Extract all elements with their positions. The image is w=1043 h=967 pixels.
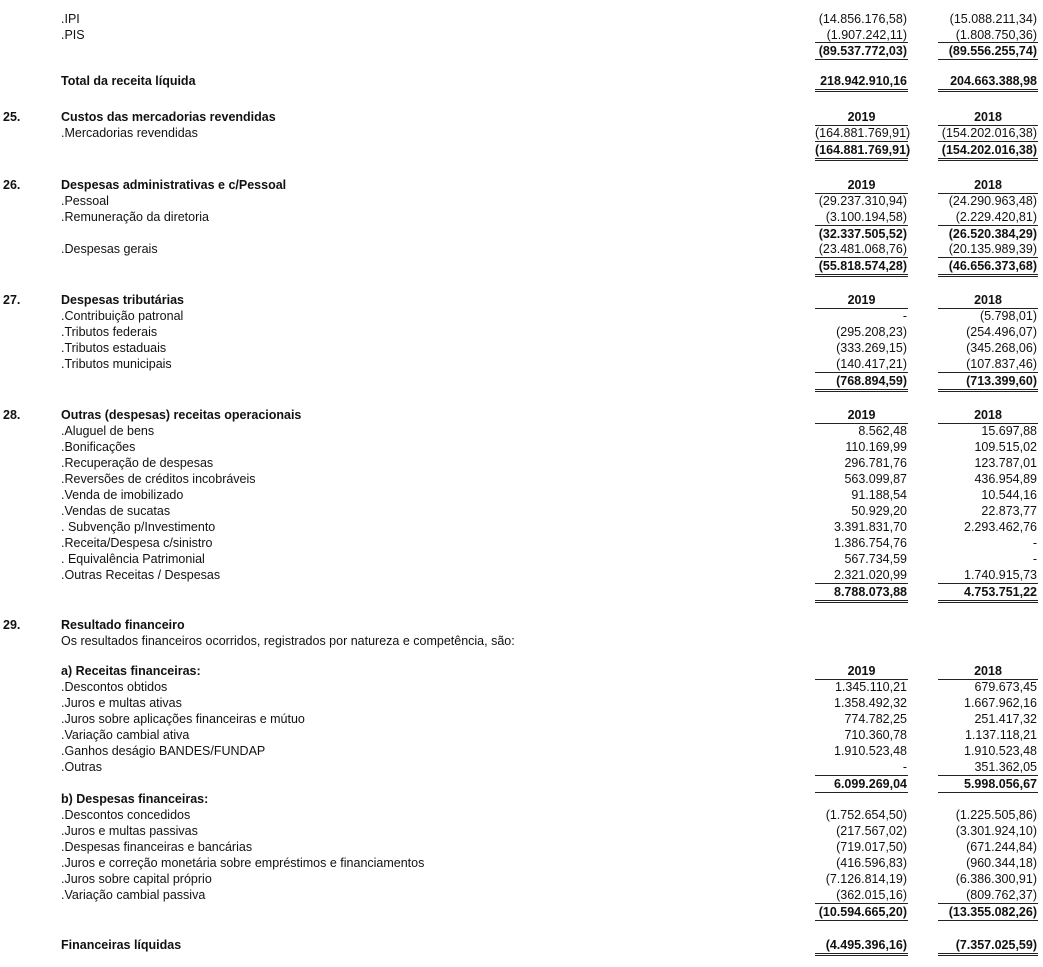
row-subvencao-investimento (0, 519, 1043, 535)
row-ipi (0, 11, 1043, 27)
row-total-receita-liquida (0, 73, 1043, 89)
value-2018: 109.515,02 (974, 440, 1037, 454)
total-2018: 4.753.751,22 (938, 583, 1038, 603)
value-2018: (6.386.300,91) (955, 872, 1037, 886)
row-label: .Aluguel de bens (61, 424, 155, 438)
value-2019: 1.386.754,76 (834, 536, 907, 550)
row-variacao-cambial-passiva (0, 887, 1043, 903)
year-header-2018: 2018 (938, 177, 1038, 194)
row-label: .Despesas financeiras e bancárias (61, 840, 253, 854)
total-2018: 204.663.388,98 (938, 73, 1038, 92)
row-financeiras-liquidas (0, 937, 1043, 953)
year-header-2018: 2018 (938, 407, 1038, 424)
row-label: .Receita/Despesa c/sinistro (61, 536, 213, 550)
total-2019: 218.942.910,16 (815, 73, 908, 92)
subtotal-2018: (26.520.384,29) (938, 225, 1038, 242)
subtotal-2018: (13.355.082,26) (938, 903, 1038, 921)
value-2019: (1.752.654,50) (825, 808, 907, 822)
value-2019: (295.208,23) (836, 325, 907, 339)
row-despesas-gerais (0, 241, 1043, 257)
row-label: . Subvenção p/Investimento (61, 520, 216, 534)
value-2018: 15.697,88 (981, 424, 1037, 438)
value-2019: 296.781,76 (844, 456, 907, 470)
subtotal-2018: 5.998.056,67 (938, 775, 1038, 793)
value-2019: - (902, 309, 907, 323)
row-label: Financeiras líquidas (61, 938, 182, 952)
year-header-2018: 2018 (938, 663, 1038, 680)
value-2018: 1.740.915,73 (964, 568, 1037, 582)
section-title: Despesas administrativas e c/Pessoal (61, 178, 287, 192)
row-label: .Mercadorias revendidas (61, 126, 198, 140)
value-2019: 110.169,99 (845, 440, 907, 454)
section-title: Resultado financeiro (61, 618, 185, 632)
value-2019: 1.910.523,48 (834, 744, 907, 758)
section-title: Outras (despesas) receitas operacionais (61, 408, 302, 422)
value-2018: 123.787,01 (974, 456, 1037, 470)
row-label: .Juros e multas passivas (61, 824, 198, 838)
row-label: .Juros sobre aplicações financeiras e mútuo (61, 712, 305, 726)
row-recuperacao-despesas (0, 455, 1043, 471)
row-label: .PIS (61, 28, 85, 42)
subtotal-2018: (89.556.255,74) (938, 42, 1038, 60)
value-2019: (217.567,02) (836, 824, 907, 838)
subsection-title: a) Receitas financeiras: (61, 664, 201, 678)
value-2018: (1.225.505,86) (955, 808, 1037, 822)
section-29-description (0, 633, 1043, 649)
value-2019: 50.929,20 (851, 504, 907, 518)
subsection-receitas-financeiras (0, 663, 1043, 679)
row-reversoes-creditos (0, 471, 1043, 487)
row-label: .Variação cambial ativa (61, 728, 190, 742)
row-descontos-obtidos (0, 679, 1043, 695)
row-label: .Tributos municipais (61, 357, 172, 371)
value-2019: 567.734,59 (844, 552, 907, 566)
value-2019: 774.782,25 (844, 712, 907, 726)
subtotal-2019: 6.099.269,04 (815, 775, 908, 793)
row-outras (0, 759, 1043, 775)
row-label: .Juros sobre capital próprio (61, 872, 212, 886)
row-label: Total da receita líquida (61, 74, 196, 88)
section-number: 28. (3, 408, 21, 422)
total-2019: (55.818.574,28) (815, 257, 908, 277)
value-2019: 563.099,87 (844, 472, 907, 486)
row-label: .Tributos federais (61, 325, 158, 339)
value-2019: (140.417,21) (836, 357, 907, 371)
section-title: Custos das mercadorias revendidas (61, 110, 276, 124)
row-tributos-municipais (0, 356, 1043, 372)
row-mercadorias-revendidas (0, 125, 1043, 141)
value-2019: 8.562,48 (858, 424, 907, 438)
total-2018: (46.656.373,68) (938, 257, 1038, 277)
value-2018: (345.268,06) (966, 341, 1037, 355)
value-2018: (671.244,84) (966, 840, 1037, 854)
value-2018: 436.954,89 (974, 472, 1037, 486)
value-2018: (5.798,01) (980, 309, 1037, 323)
row-outras-receitas-despesas (0, 567, 1043, 583)
section-title: Despesas tributárias (61, 293, 184, 307)
row-ganhos-desagio (0, 743, 1043, 759)
row-variacao-cambial-ativa (0, 727, 1043, 743)
value-2018: 1.910.523,48 (964, 744, 1037, 758)
value-2019: (3.100.194,58) (825, 210, 907, 224)
value-2018: (1.808.750,36) (955, 28, 1037, 42)
year-header-2019: 2019 (815, 109, 908, 126)
row-section-28-total (0, 583, 1043, 599)
value-2018: 1.667.962,16 (964, 696, 1037, 710)
total-2019: (164.881.769,91) (815, 141, 908, 161)
row-label: .Pessoal (61, 194, 109, 208)
value-2018: (15.088.211,34) (949, 12, 1037, 26)
row-label: .Outras (61, 760, 102, 774)
row-label: .Reversões de créditos incobráveis (61, 472, 256, 486)
row-label: .Variação cambial passiva (61, 888, 206, 902)
value-2018: (154.202.016,38) (941, 126, 1037, 140)
total-2018: (713.399,60) (938, 372, 1038, 392)
row-venda-imobilizado (0, 487, 1043, 503)
row-juros-capital-proprio (0, 871, 1043, 887)
value-2019: (719.017,50) (836, 840, 907, 854)
row-label: .Juros e correção monetária sobre empréstimos e financiamentos (61, 856, 425, 870)
section-25-header (0, 109, 1043, 125)
row-label: .IPI (61, 12, 80, 26)
row-deductions-subtotal (0, 42, 1043, 58)
value-2018: (960.344,18) (966, 856, 1037, 870)
row-label: . Equivalência Patrimonial (61, 552, 205, 566)
value-2018: (2.229.420,81) (955, 210, 1037, 224)
total-2019: (768.894,59) (815, 372, 908, 392)
year-header-2019: 2019 (815, 407, 908, 424)
row-aluguel-bens (0, 423, 1043, 439)
subsection-title: b) Despesas financeiras: (61, 792, 209, 806)
row-label: .Tributos estaduais (61, 341, 167, 355)
value-2019: 3.391.831,70 (834, 520, 907, 534)
row-descontos-concedidos (0, 807, 1043, 823)
value-2019: (14.856.176,58) (818, 12, 907, 26)
value-2018: - (1032, 552, 1037, 566)
value-2018: 351.362,05 (974, 760, 1037, 774)
subtotal-2019: (89.537.772,03) (815, 42, 908, 60)
row-contribuicao-patronal (0, 308, 1043, 324)
description-text: Os resultados financeiros ocorridos, registrados por natureza e competência, são: (61, 634, 515, 648)
value-2019: (23.481.068,76) (818, 242, 907, 256)
section-number: 27. (3, 293, 21, 307)
row-despesas-financeiras-bancarias (0, 839, 1043, 855)
year-header-2019: 2019 (815, 663, 908, 680)
value-2019: (164.881.769,91) (815, 126, 911, 140)
year-header-2019: 2019 (815, 177, 908, 194)
value-2018: (20.135.989,39) (948, 242, 1037, 256)
row-label: .Juros e multas ativas (61, 696, 182, 710)
row-pessoal (0, 193, 1043, 209)
value-2018: (809.762,37) (966, 888, 1037, 902)
row-tributos-estaduais (0, 340, 1043, 356)
value-2019: (1.907.242,11) (826, 28, 907, 42)
row-label: .Vendas de sucatas (61, 504, 171, 518)
value-2018: (107.837,46) (966, 357, 1037, 371)
value-2018: - (1032, 536, 1037, 550)
value-2018: 1.137.118,21 (964, 728, 1037, 742)
value-2018: 679.673,45 (974, 680, 1037, 694)
row-label: .Remuneração da diretoria (61, 210, 209, 224)
value-2019: (29.237.310,94) (818, 194, 907, 208)
total-2019: (4.495.396,16) (815, 937, 908, 956)
value-2019: (362.015,16) (836, 888, 907, 902)
year-header-2018: 2018 (938, 109, 1038, 126)
year-header-2018: 2018 (938, 292, 1038, 309)
row-label: .Descontos concedidos (61, 808, 191, 822)
row-label: .Descontos obtidos (61, 680, 168, 694)
value-2019: 1.345.110,21 (834, 680, 907, 694)
value-2018: (24.290.963,48) (948, 194, 1037, 208)
section-27-header (0, 292, 1043, 308)
row-label: .Despesas gerais (61, 242, 158, 256)
row-bonificacoes (0, 439, 1043, 455)
row-equivalencia-patrimonial (0, 551, 1043, 567)
section-number: 26. (3, 178, 21, 192)
row-section-27-total (0, 372, 1043, 388)
year-header-2019: 2019 (815, 292, 908, 309)
section-28-header (0, 407, 1043, 423)
section-29-header (0, 617, 1043, 633)
row-section-26-subtotal (0, 225, 1043, 241)
value-2018: (254.496,07) (966, 325, 1037, 339)
value-2019: 2.321.020,99 (834, 568, 907, 582)
row-label: .Bonificações (61, 440, 136, 454)
row-label: .Outras Receitas / Despesas (61, 568, 221, 582)
value-2018: (3.301.924,10) (955, 824, 1037, 838)
total-2019: 8.788.073,88 (815, 583, 908, 603)
row-section-25-total (0, 141, 1043, 157)
section-number: 25. (3, 110, 21, 124)
subsection-despesas-financeiras (0, 791, 1043, 807)
row-label: .Contribuição patronal (61, 309, 184, 323)
row-tributos-federais (0, 324, 1043, 340)
value-2019: - (902, 760, 907, 774)
value-2019: 710.360,78 (844, 728, 907, 742)
value-2018: 251.417,32 (974, 712, 1037, 726)
value-2019: 1.358.492,32 (834, 696, 907, 710)
row-vendas-sucatas (0, 503, 1043, 519)
section-26-header (0, 177, 1043, 193)
row-receitas-financeiras-subtotal (0, 775, 1043, 791)
row-juros-aplicacoes (0, 711, 1043, 727)
total-2018: (7.357.025,59) (938, 937, 1038, 956)
row-label: .Recuperação de despesas (61, 456, 214, 470)
value-2019: 91.188,54 (851, 488, 907, 502)
row-despesas-financeiras-subtotal (0, 903, 1043, 919)
row-juros-multas-ativas (0, 695, 1043, 711)
value-2019: (7.126.814,19) (825, 872, 907, 886)
total-2018: (154.202.016,38) (938, 141, 1038, 161)
value-2018: 2.293.462,76 (964, 520, 1037, 534)
row-label: .Venda de imobilizado (61, 488, 184, 502)
row-pis (0, 27, 1043, 43)
row-label: .Ganhos deságio BANDES/FUNDAP (61, 744, 266, 758)
value-2019: (416.596,83) (836, 856, 907, 870)
value-2018: 10.544,16 (981, 488, 1037, 502)
row-juros-multas-passivas (0, 823, 1043, 839)
row-juros-correcao-monetaria (0, 855, 1043, 871)
value-2018: 22.873,77 (981, 504, 1037, 518)
subtotal-2019: (10.594.665,20) (815, 903, 908, 921)
subtotal-2019: (32.337.505,52) (815, 225, 908, 242)
value-2019: (333.269,15) (836, 341, 907, 355)
row-section-26-total (0, 257, 1043, 273)
section-number: 29. (3, 618, 21, 632)
row-remuneracao-diretoria (0, 209, 1043, 225)
row-receita-despesa-sinistro (0, 535, 1043, 551)
